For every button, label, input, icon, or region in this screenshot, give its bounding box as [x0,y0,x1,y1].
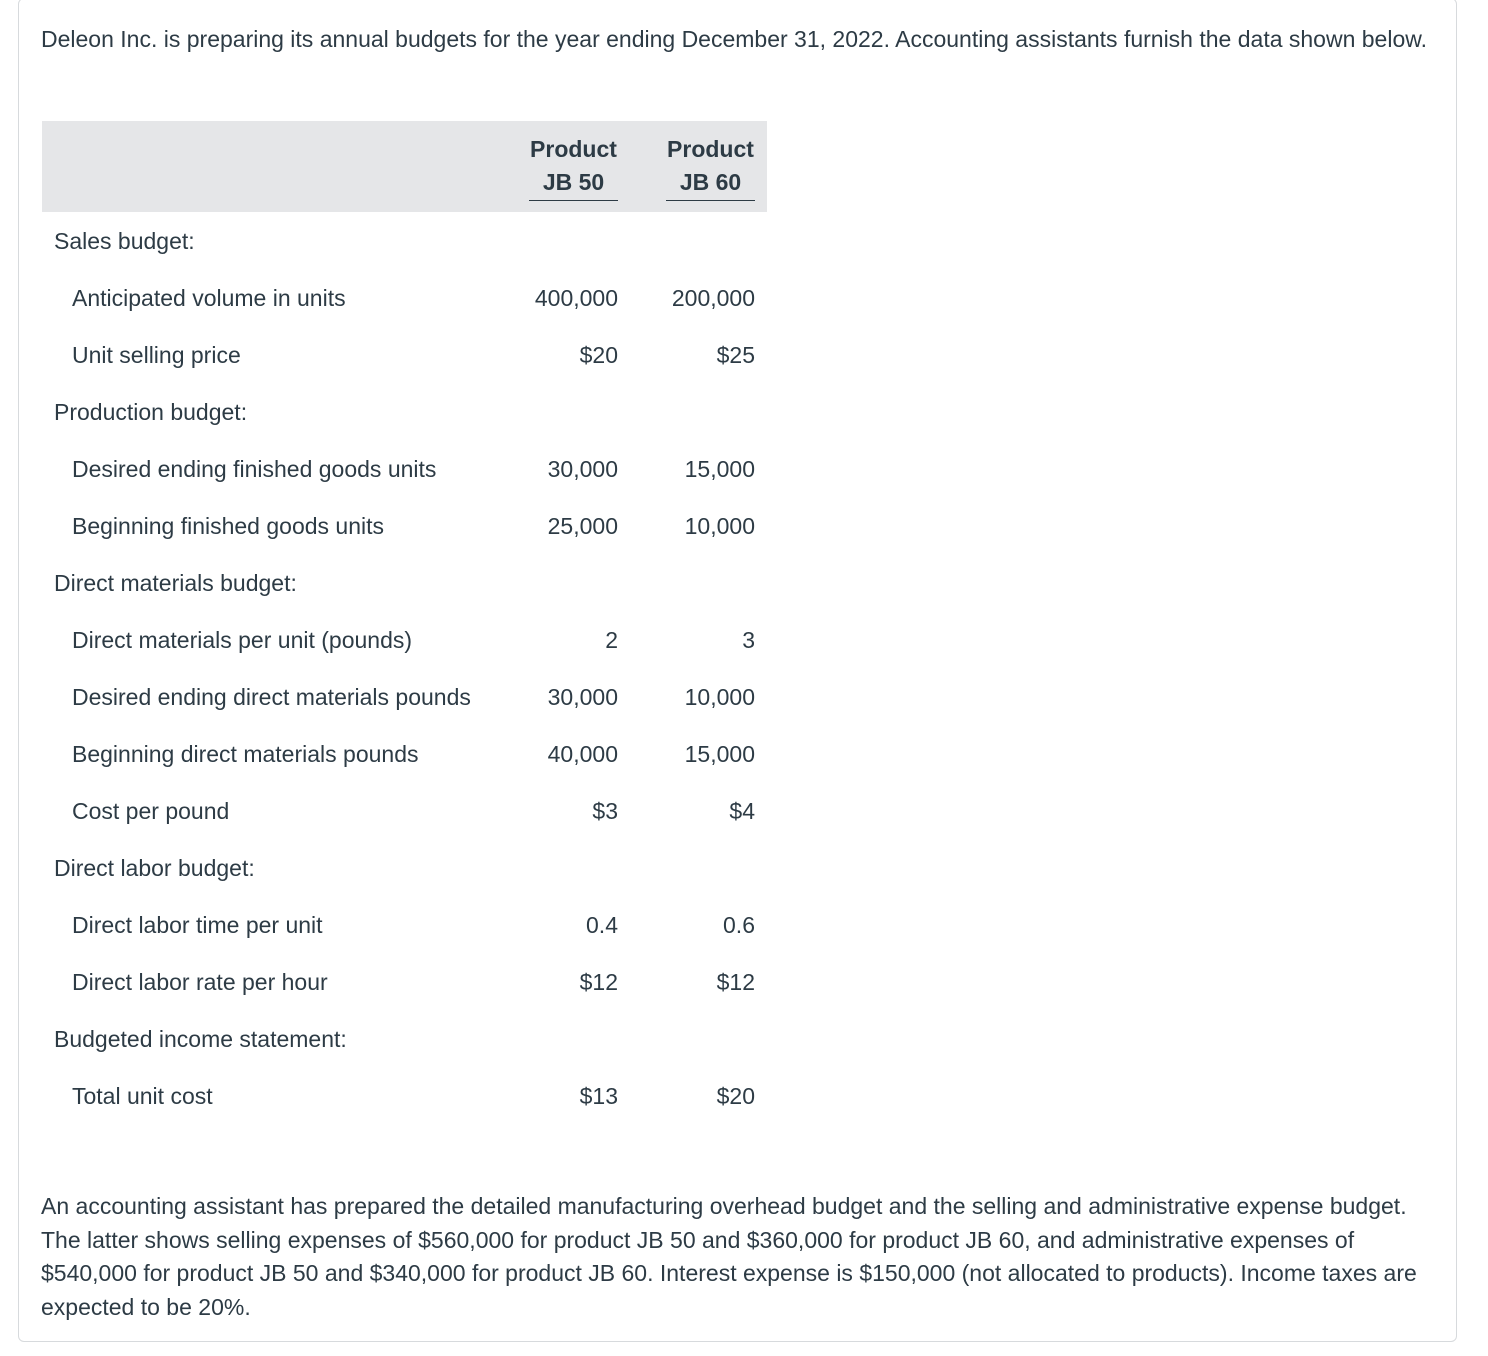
value-jb50: 30,000 [547,684,618,710]
row-label: Direct materials budget: [54,570,297,596]
value-jb60: 10,000 [684,684,755,710]
table-row [0,282,800,315]
value-jb60: 0.6 [723,912,755,938]
value-jb50: 30,000 [547,456,618,482]
value-jb50: $20 [579,342,618,368]
value-jb50: 400,000 [534,285,618,311]
column-header-jb50 [529,133,618,201]
row-label: Unit selling price [72,342,241,368]
column-header-line2: JB 50 [542,169,605,195]
table-row [0,909,800,942]
table-row-section [0,567,800,600]
intro-paragraph: Deleon Inc. is preparing its annual budgets for the year ending December 31, 2022. Accounting assistants furnish the data shown below. [41,26,1427,52]
row-label: Direct labor budget: [54,855,255,881]
table-row-section [0,852,800,885]
row-label: Beginning direct materials pounds [72,741,419,767]
value-jb50: 0.4 [586,912,618,938]
row-label: Direct materials per unit (pounds) [72,627,413,653]
closing-paragraph: An accounting assistant has prepared the detailed manufacturing overhead budget and the selling and administrative expense budget. The latter shows selling expenses of $560,000 for product JB 50 and $360,000 for product JB 60, and administrative expenses of $540,000 for product JB 50 and $340,000 for product JB 60. Interest expense is $150,000 (not allocated to products). Income taxes are expected to be 20%. [41,1193,1417,1320]
row-label: Cost per pound [72,798,230,824]
value-jb50: $12 [579,969,618,995]
row-label: Production budget: [54,399,248,425]
table-row [0,681,800,714]
table-row [0,795,800,828]
value-jb50: 2 [605,627,618,653]
column-header-jb60 [666,133,755,201]
value-jb60: 200,000 [671,285,755,311]
row-label: Beginning finished goods units [72,513,385,539]
value-jb50: $3 [592,798,618,824]
value-jb60: 15,000 [684,741,755,767]
table-row-section [0,396,800,429]
value-jb60: $4 [729,798,755,824]
table-row [0,510,800,543]
row-label: Total unit cost [72,1083,213,1109]
row-label: Direct labor rate per hour [72,969,328,995]
row-label: Sales budget: [54,228,195,254]
value-jb60: 10,000 [684,513,755,539]
row-label: Desired ending direct materials pounds [72,684,471,710]
column-header-line1: Product [667,136,754,162]
table-row [0,966,800,999]
value-jb60: 15,000 [684,456,755,482]
value-jb50: $13 [579,1083,618,1109]
table-row [0,339,800,372]
value-jb60: $20 [716,1083,755,1109]
value-jb60: 3 [742,627,755,653]
table-row [0,738,800,771]
value-jb60: $12 [716,969,755,995]
table-row [0,453,800,486]
column-header-line2: JB 60 [679,169,742,195]
table-row [0,624,800,657]
column-header-line1: Product [530,136,617,162]
row-label: Direct labor time per unit [72,912,323,938]
table-row [0,1080,800,1113]
table-row-section [0,225,800,258]
row-label: Desired ending finished goods units [72,456,437,482]
row-label: Budgeted income statement: [54,1026,347,1052]
value-jb60: $25 [716,342,755,368]
table-header-band [42,121,767,212]
value-jb50: 40,000 [547,741,618,767]
value-jb50: 25,000 [547,513,618,539]
table-row-section [0,1023,800,1056]
row-label: Anticipated volume in units [72,285,346,311]
